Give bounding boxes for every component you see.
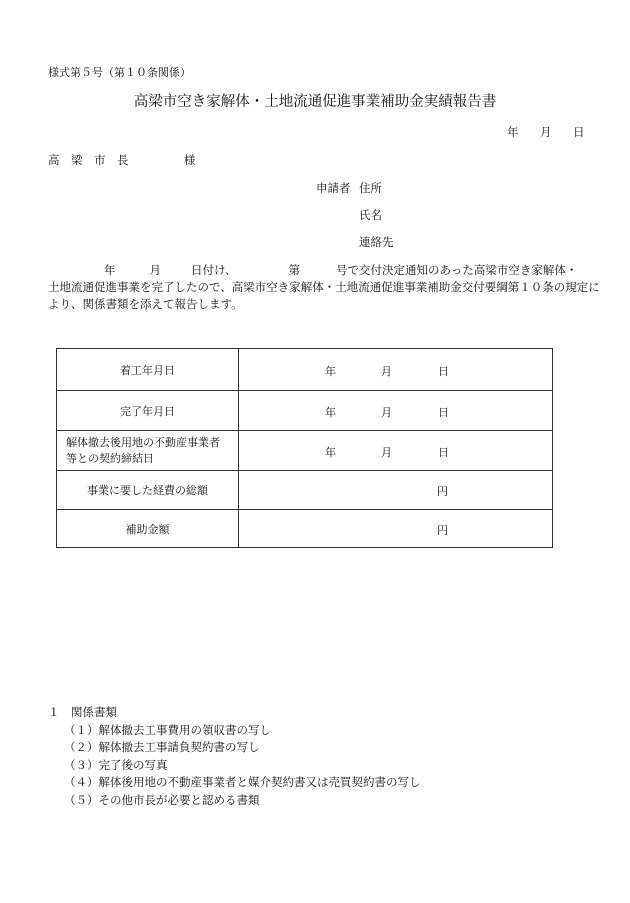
contact-label: 連絡先 <box>359 235 394 249</box>
body-month: 月 <box>149 263 161 277</box>
body-line-1 <box>48 262 588 279</box>
table-row <box>57 510 553 548</box>
related-documents <box>48 704 421 809</box>
row-label: 事業に要した経費の総額 <box>57 471 239 510</box>
body-year: 年 <box>104 263 116 277</box>
cell-day: 日 <box>438 446 449 459</box>
row-label: 完了年月日 <box>57 391 239 431</box>
addressee-honorific: 様 <box>183 153 196 167</box>
address-label: 住所 <box>359 181 382 195</box>
date-value-cell <box>239 391 553 431</box>
date-value-cell <box>239 349 553 391</box>
cell-month: 月 <box>381 406 392 419</box>
report-table <box>56 348 553 548</box>
documents-heading: １ 関係書類 <box>48 705 117 719</box>
list-item: （５）その他市長が必要と認める書類 <box>64 792 260 807</box>
cell-unit: 円 <box>437 485 448 498</box>
date-value-cell <box>239 431 553 471</box>
list-item: （４）解体後用地の不動産事業者と媒介契約書又は売買契約書の写し <box>64 775 421 789</box>
body-day: 日付け、 <box>191 263 237 277</box>
addressee <box>48 152 195 168</box>
row-label: 補助金額 <box>57 510 239 548</box>
body-line-3: より、関係書類を添えて報告します。 <box>48 297 243 311</box>
row-label: 着工年月日 <box>57 349 239 391</box>
cell-year: 年 <box>325 365 336 378</box>
cell-unit: 円 <box>437 524 448 537</box>
name-label: 氏名 <box>359 208 382 222</box>
list-item: （３）完了後の写真 <box>64 757 168 772</box>
date-year: 年 <box>507 125 519 139</box>
body-line-2: 土地流通促進事業を完了したので、高梁市空き家解体・土地流通促進事業補助金交付要綱第１０条の規定に <box>48 280 600 294</box>
table-row <box>57 471 553 510</box>
amount-value-cell <box>239 471 553 510</box>
cell-month: 月 <box>381 446 392 459</box>
date-day: 日 <box>573 125 585 139</box>
report-body <box>48 262 600 313</box>
cell-month: 月 <box>381 365 392 378</box>
row-label <box>57 431 239 471</box>
body-line1-rest: 号で交付決定通知のあった高梁市空き家解体・ <box>336 263 578 277</box>
cell-year: 年 <box>325 406 336 419</box>
applicant-label: 申請者 <box>316 181 351 195</box>
table-row <box>57 349 553 391</box>
cell-day: 日 <box>438 365 449 378</box>
list-item: （１）解体撤去工事費用の領収書の写し <box>64 722 271 737</box>
table-row <box>57 431 553 471</box>
addressee-name: 高 梁 市 長 <box>48 153 129 167</box>
list-item: （２）解体撤去工事請負契約書の写し <box>64 740 260 754</box>
body-number-prefix: 第 <box>288 263 301 277</box>
row-label-line-1: 解体撤去後用地の不動産事業者 <box>66 435 220 449</box>
table-row <box>57 391 553 431</box>
row-label-line-2: 等との契約締結日 <box>66 451 154 465</box>
amount-value-cell <box>239 510 553 548</box>
cell-year: 年 <box>325 446 336 459</box>
form-number: 様式第５号（第１０条関係） <box>48 66 191 79</box>
date-month: 月 <box>540 125 552 139</box>
cell-day: 日 <box>438 406 449 419</box>
document-title: 高梁市空き家解体・土地流通促進事業補助金実績報告書 <box>133 94 497 110</box>
